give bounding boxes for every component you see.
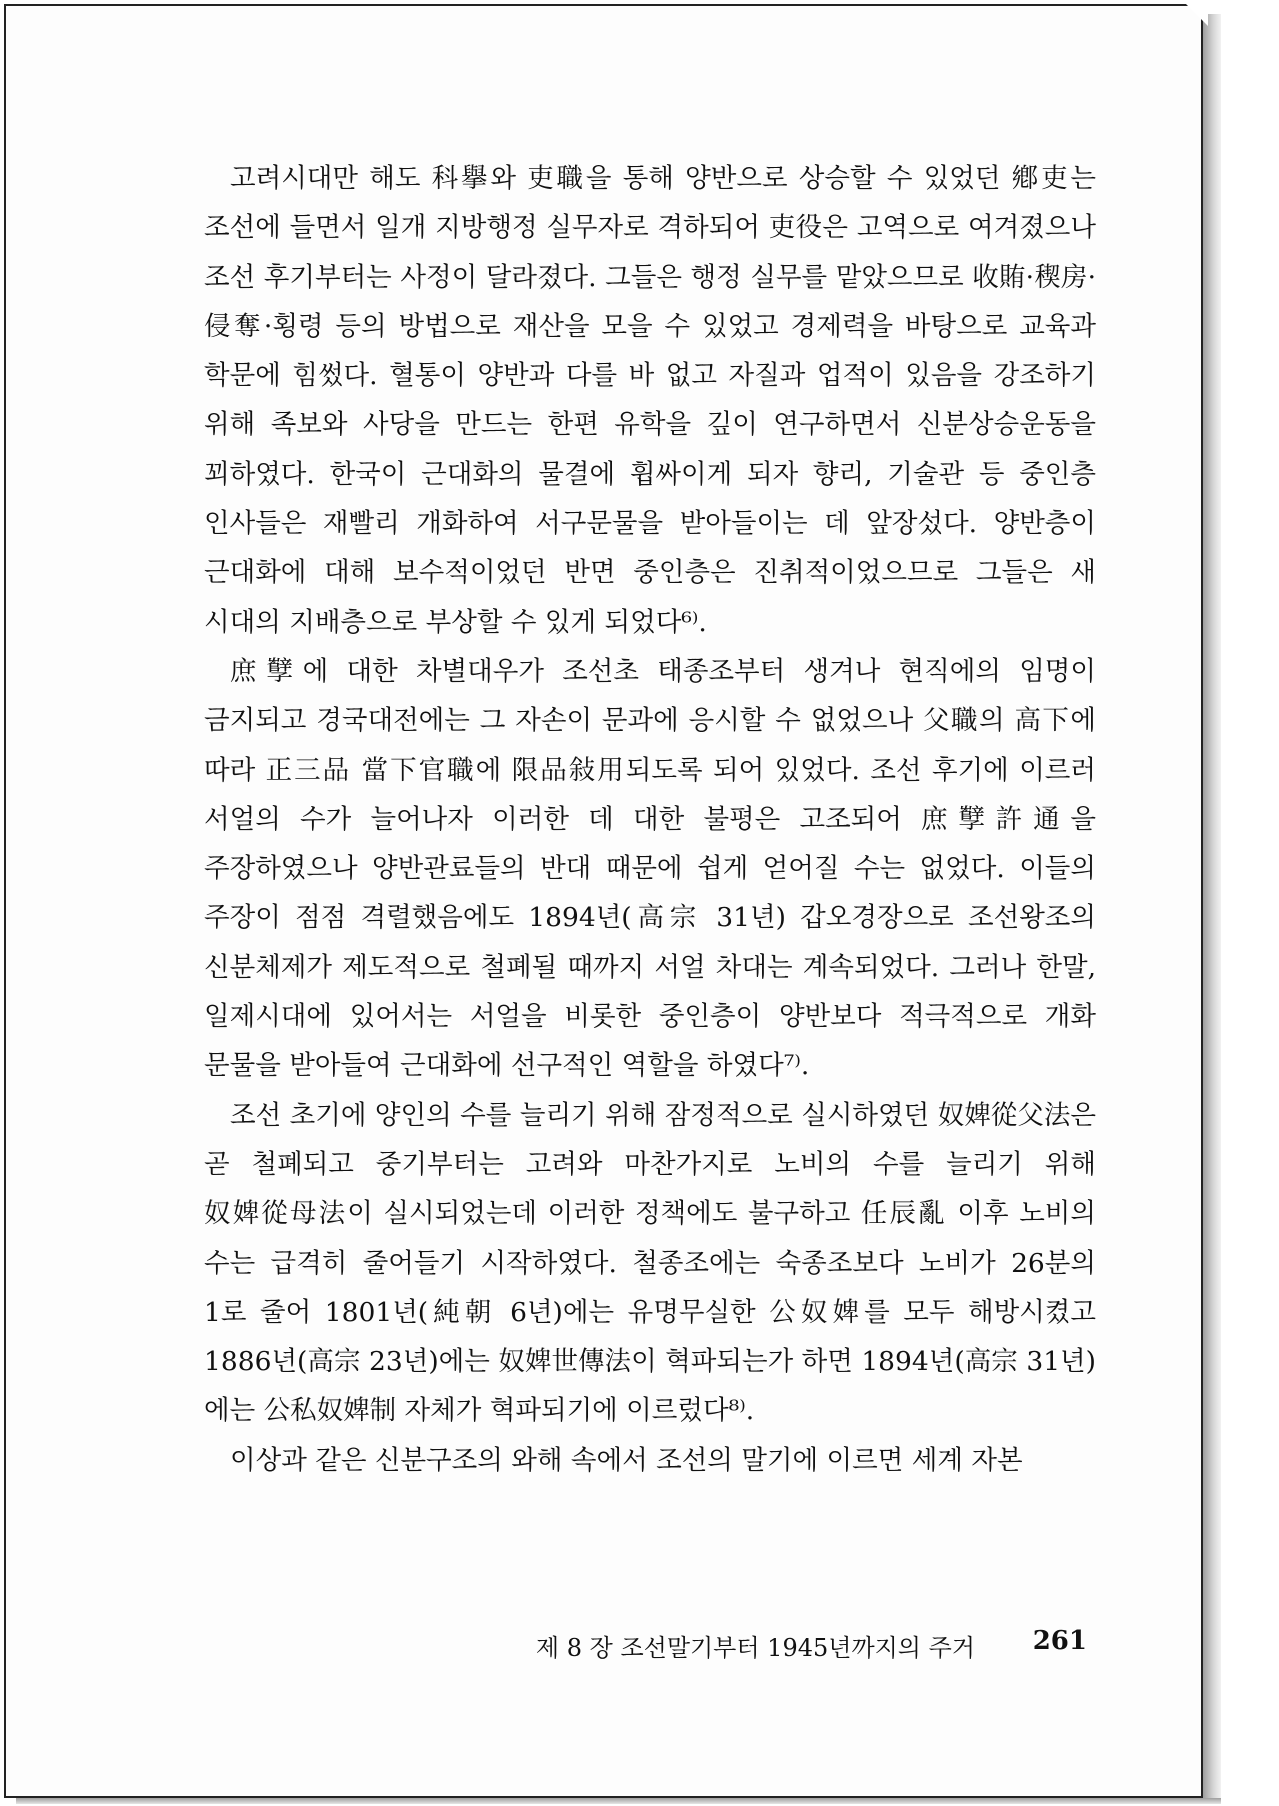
running-head: 제 8 장 조선말기부터 1945년까지의 주거 [535, 1634, 975, 1662]
page-bottom-shadow [16, 1798, 1221, 1804]
body-text [204, 154, 1096, 1544]
book-page [4, 4, 1203, 1798]
page-number: 261 [1032, 1626, 1087, 1656]
page-corner-fold [1186, 4, 1208, 26]
page-edge-shadow [1203, 14, 1221, 1802]
paragraph-hyangri: 고려시대만 해도 科擧와 吏職을 통해 양반으로 상승할 수 있었던 鄕吏는 조선에 들면서 일개 지방행정 실무자로 격하되어 吏役은 고역으로 여겨졌으나 조선 후기부터는 사정이 달라졌다. 그들은 행정 실무를 맡았으므로 收賄·稧房·侵奪·횡령 등의 방법으로 재산을 모을 수 있었고 경제력을 바탕으로 교육과 학문에 힘썼다. 혈통이 양반과 다를 바 없고 자질과 업적이 있음을 강조하기 위해 족보와 사당을 만드는 한편 유학을 깊이 연구하면서 신분상승운동을 꾀하였다. 한국이 근대화의 물결에 휩싸이게 되자 향리, 기술관 등 중인층 인사들은 재빨리 개화하여 서구문물을 받아들이는 데 앞장섰다. 양반층이 근대화에 대해 보수적이었던 반면 중인층은 진취적이었으므로 그들은 새 시대의 지배층으로 부상할 수 있게 되었다⁶⁾. [204, 163, 1096, 638]
paragraph-seoeol: 庶孼에 대한 차별대우가 조선초 태종조부터 생겨나 현직에의 임명이 금지되고 경국대전에는 그 자손이 문과에 응시할 수 없었으나 父職의 高下에 따라 正三品 當下官職에 限品敍用되도록 되어 있었다. 조선 후기에 이르러 서얼의 수가 늘어나자 이러한 데 대한 불평은 고조되어 庶孼許通을 주장하였으나 양반관료들의 반대 때문에 쉽게 얻어질 수는 없었다. 이들의 주장이 점점 격렬했음에도 1894년(高宗 31년) 갑오경장으로 조선왕조의 신분체제가 제도적으로 철폐될 때까지 서얼 차대는 계속되었다. 그러나 한말, 일제시대에 있어서는 서얼을 비롯한 중인층이 양반보다 적극적으로 개화 문물을 받아들여 근대화에 선구적인 역할을 하였다⁷⁾. [204, 655, 1096, 1082]
page-footer [6, 1622, 1205, 1672]
paragraph-continuation: 이상과 같은 신분구조의 와해 속에서 조선의 말기에 이르면 세계 자본 [230, 1444, 1023, 1476]
paragraph-nobi: 조선 초기에 양인의 수를 늘리기 위해 잠정적으로 실시하였던 奴婢從父法은 곧 철폐되고 중기부터는 고려와 마찬가지로 노비의 수를 늘리기 위해 奴婢從母法이 실시되었는데 이러한 정책에도 불구하고 任辰亂 이후 노비의 수는 급격히 줄어들기 시작하였다. 철종조에는 숙종조보다 노비가 26분의 1로 줄어 1801년(純朝 6년)에는 유명무실한 公奴婢를 모두 해방시켰고 1886년(高宗 23년)에는 奴婢世傳法이 혁파되는가 하면 1894년(高宗 31년)에는 公私奴婢制 자체가 혁파되기에 이르렀다⁸⁾. [204, 1099, 1096, 1427]
